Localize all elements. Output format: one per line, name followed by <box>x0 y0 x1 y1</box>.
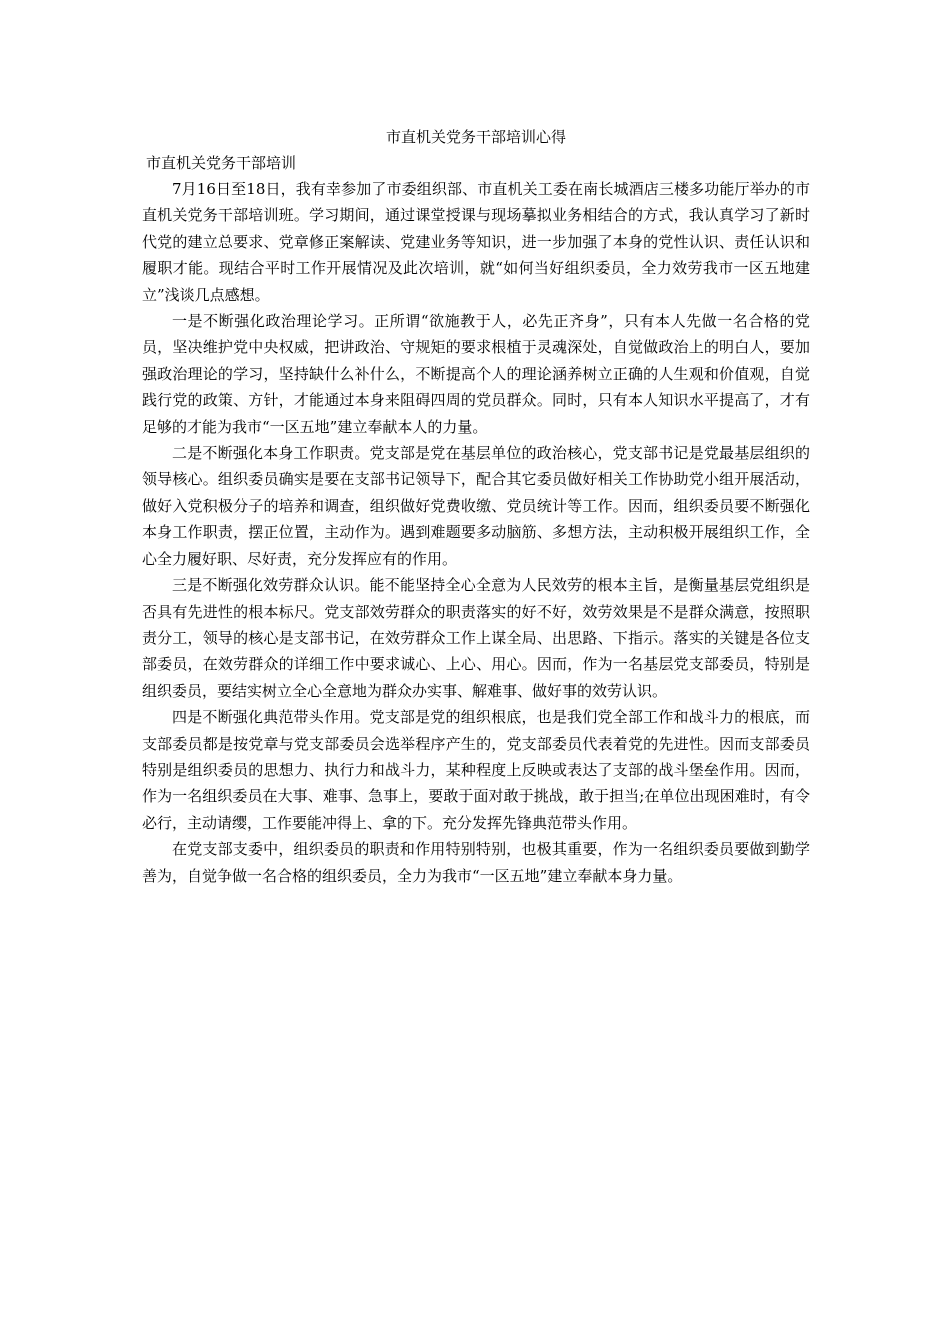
document-body <box>142 124 810 889</box>
document-subtitle: 市直机关党务干部培训 <box>146 154 297 172</box>
paragraph-job-duties: 二是不断强化本身工作职责。党支部是党在基层单位的政治核心，党支部书记是党最基层组织的领导核心。组织委员确实是要在支部书记领导下，配合其它委员做好相关工作协助党小组开展活动，做好入党积极分子的培养和调查，组织做好党费收缴、党员统计等工作。因而，组织委员要不断强化本身工作职责，摆正位置，主动作为。遇到难题要多动脑筋、多想方法，主动积极开展组织工作，全心全力履好职、尽好责，充分发挥应有的作用。 <box>142 444 810 568</box>
document-title: 市直机关党务干部培训心得 <box>385 128 566 146</box>
paragraph-leading-example: 四是不断强化典范带头作用。党支部是党的组织根底，也是我们党全部工作和战斗力的根底，而支部委员都是按党章与党支部委员会选举程序产生的，党支部委员代表着党的先进性。因而支部委员特别是组织委员的思想力、执行力和战斗力，某种程度上反映或表达了支部的战斗堡垒作用。因而，作为一名组织委员在大事、难事、急事上，要敢于面对敢于挑战，敢于担当;在单位出现困难时，有令必行，主动请缨，工作要能冲得上、拿的下。充分发挥先锋典范带头作用。 <box>142 708 810 832</box>
paragraph-conclusion: 在党支部支委中，组织委员的职责和作用特别特别，也极其重要，作为一名组织委员要做到勤学善为，自觉争做一名合格的组织委员，全力为我市“一区五地”建立奉献本身力量。 <box>142 840 810 885</box>
paragraph-serving-masses: 三是不断强化效劳群众认识。能不能坚持全心全意为人民效劳的根本主旨，是衡量基层党组织是否具有先进性的根本标尺。党支部效劳群众的职责落实的好不好，效劳效果是不是群众满意，按照职责分工，领导的核心是支部书记，在效劳群众工作上谋全局、出思路、下指示。落实的关键是各位支部委员，在效劳群众的详细工作中要求诚心、上心、用心。因而，作为一名基层党支部委员，特别是组织委员，要结实树立全心全意地为群众办实事、解难事、做好事的效劳认识。 <box>142 576 810 700</box>
paragraph-political-study: 一是不断强化政治理论学习。正所谓“欲施教于人，必先正齐身”，只有本人先做一名合格的党员，坚决维护党中央权威，把讲政治、守规矩的要求根植于灵魂深处，自觉做政治上的明白人，要加强政治理论的学习，坚持缺什么补什么，不断提高个人的理论涵养树立正确的人生观和价值观，自觉践行党的政策、方针，才能通过本身来阻碍四周的党员群众。同时，只有本人知识水平提高了，才有足够的才能为我市“一区五地”建立奉献本人的力量。 <box>142 312 810 436</box>
paragraph-intro: 7月16日至18日，我有幸参加了市委组织部、市直机关工委在南长城酒店三楼多功能厅举办的市直机关党务干部培训班。学习期间，通过课堂授课与现场摹拟业务相结合的方式，我认真学习了新时代党的建立总要求、党章修正案解读、党建业务等知识，进一步加强了本身的党性认识、责任认识和履职才能。现结合平时工作开展情况及此次培训，就“如何当好组织委员，全力效劳我市一区五地建立”浅谈几点感想。 <box>142 180 810 304</box>
